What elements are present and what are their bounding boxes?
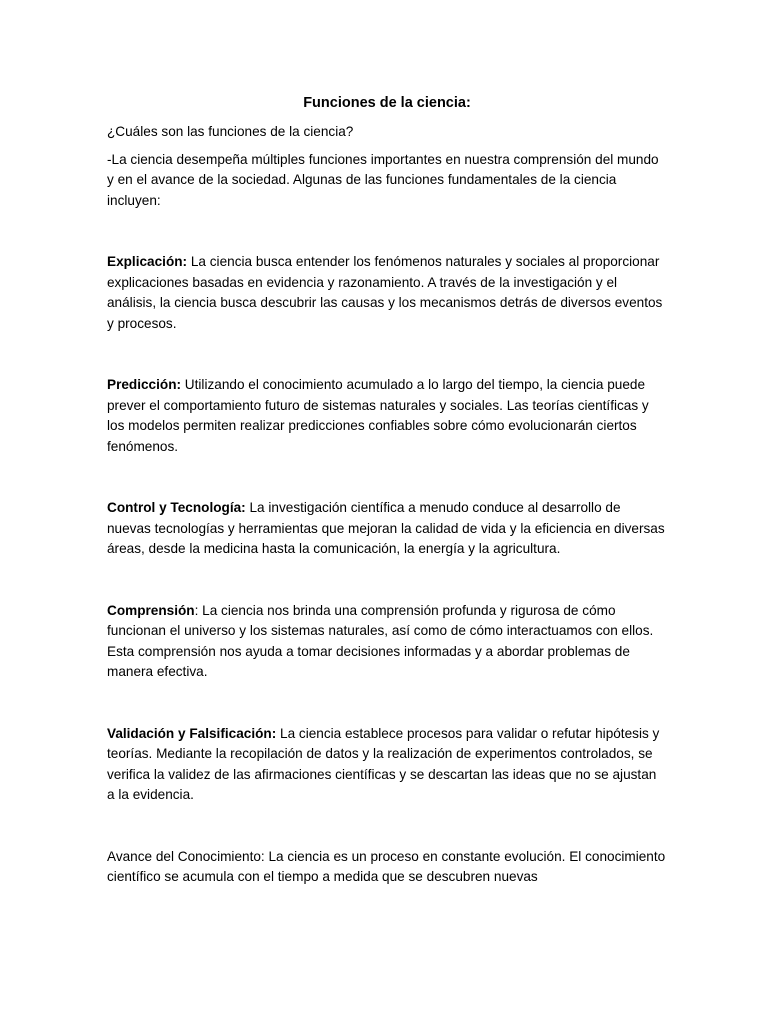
section-comprension [107, 601, 667, 683]
section-text: Utilizando el conocimiento acumulado a lo largo del tiempo, la ciencia puede prever el comportamiento futuro de sistemas naturales y sociales. Las teorías científicas y los modelos permiten realizar predicciones confiables sobre cómo evolucionarán ciertos fenómenos. [107, 377, 649, 454]
section-control-tecnologia [107, 498, 667, 560]
section-term: Control y Tecnología: [107, 500, 246, 515]
section-term: Comprensión [107, 602, 195, 618]
document-content [107, 92, 667, 888]
section-prediccion [107, 375, 667, 457]
question-paragraph: ¿Cuáles son las funciones de la ciencia? [107, 124, 354, 139]
section-text: La investigación científica a menudo conduce al desarrollo de nuevas tecnologías y herramientas que mejoran la calidad de vida y la eficiencia en diversas áreas, desde la medicina hasta la comunicación, la energía y la agricultura. [107, 500, 665, 556]
intro-paragraph: -La ciencia desempeña múltiples funciones importantes en nuestra comprensión del mundo y en el avance de la sociedad. Algunas de las funciones fundamentales de la ciencia incluyen: [107, 151, 659, 208]
section-validacion-falsificacion [107, 724, 667, 806]
section-explicacion [107, 252, 667, 334]
section-term: Predicción: [107, 377, 182, 392]
section-text: La ciencia busca entender los fenómenos naturales y sociales al proporcionar explicaciones basadas en evidencia y razonamiento. A través de la investigación y el análisis, la ciencia busca descubrir las causas y los mecanismos detrás de diversos eventos y procesos. [107, 254, 663, 331]
section-avance-conocimiento: Avance del Conocimiento: La ciencia es un proceso en constante evolución. El conocimiento científico se acumula con el tiempo a medida que se descubren nuevas [107, 848, 666, 884]
section-text: : La ciencia nos brinda una comprensión profunda y rigurosa de cómo funcionan el universo y los sistemas naturales, así como de cómo interactuamos con ellos. Esta comprensión nos ayuda a tomar decisiones informadas y a abordar problemas de manera efectiva. [107, 602, 654, 679]
document-title: Funciones de la ciencia: [303, 95, 471, 111]
section-term: Validación y Falsificación: [107, 725, 277, 741]
section-term: Explicación: [107, 254, 188, 269]
section-text: La ciencia establece procesos para validar o refutar hipótesis y teorías. Mediante la recopilación de datos y la realización de experimentos controlados, se verifica la validez de las afirmaciones científicas y se descartan las ideas que no se ajustan a la evidencia. [107, 725, 660, 802]
